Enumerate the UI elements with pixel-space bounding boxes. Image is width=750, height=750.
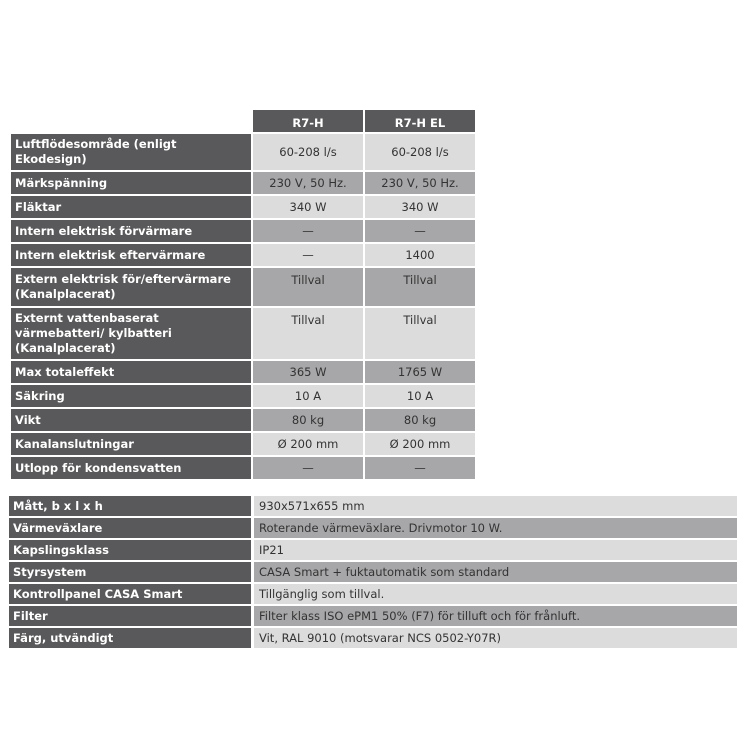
general-row-label: Färg, utvändigt <box>9 628 251 648</box>
spec-row-label: Fläktar <box>11 196 251 218</box>
spec-row <box>11 244 475 266</box>
general-row-value: CASA Smart + fuktautomatik som standard <box>254 562 737 582</box>
spec-value-r7-h-el: 1400 <box>365 244 475 266</box>
spec-row <box>11 134 475 170</box>
spec-row-label: Extern elektrisk för/eftervärmare (Kanalplacerat) <box>11 268 251 306</box>
spec-row-label: Utlopp för kondensvatten <box>11 457 251 479</box>
general-row-value: Filter klass ISO ePM1 50% (F7) för tilluft och för frånluft. <box>254 606 737 626</box>
spec-row <box>11 433 475 455</box>
spec-row-label: Luftflödesområde (enligt Ekodesign) <box>11 134 251 170</box>
spec-table <box>9 108 477 481</box>
general-table <box>9 494 737 650</box>
general-row-label: Värmeväxlare <box>9 518 251 538</box>
spec-value-r7-h: 230 V, 50 Hz. <box>253 172 363 194</box>
spec-row-label: Max totaleffekt <box>11 361 251 383</box>
spec-row <box>11 268 475 306</box>
spec-value-r7-h: Tillval <box>253 268 363 306</box>
spec-row <box>11 409 475 431</box>
general-row-label: Mått, b x l x h <box>9 496 251 516</box>
spec-row-label: Intern elektrisk eftervärmare <box>11 244 251 266</box>
spec-row-label: Säkring <box>11 385 251 407</box>
general-row <box>9 584 737 604</box>
spec-value-r7-h: — <box>253 220 363 242</box>
spec-value-r7-h-el: 340 W <box>365 196 475 218</box>
general-row-value: IP21 <box>254 540 737 560</box>
spec-value-r7-h: Ø 200 mm <box>253 433 363 455</box>
general-row <box>9 628 737 648</box>
general-row-label: Kontrollpanel CASA Smart <box>9 584 251 604</box>
spec-value-r7-h: 340 W <box>253 196 363 218</box>
header-blank-cell <box>11 110 251 132</box>
spec-row <box>11 457 475 479</box>
general-row <box>9 606 737 626</box>
column-header-r7-h: R7-H <box>253 110 363 132</box>
general-row <box>9 496 737 516</box>
spec-value-r7-h-el: — <box>365 457 475 479</box>
general-row-label: Filter <box>9 606 251 626</box>
general-row <box>9 518 737 538</box>
spec-row <box>11 361 475 383</box>
general-row-value: 930x571x655 mm <box>254 496 737 516</box>
spec-value-r7-h: — <box>253 457 363 479</box>
spec-value-r7-h-el: 1765 W <box>365 361 475 383</box>
spec-value-r7-h: Tillval <box>253 308 363 359</box>
spec-value-r7-h-el: — <box>365 220 475 242</box>
general-row-value: Tillgänglig som tillval. <box>254 584 737 604</box>
spec-value-r7-h-el: 80 kg <box>365 409 475 431</box>
general-row <box>9 540 737 560</box>
column-header-r7-h-el: R7-H EL <box>365 110 475 132</box>
general-row-label: Kapslingsklass <box>9 540 251 560</box>
general-row-value: Roterande värmeväxlare. Drivmotor 10 W. <box>254 518 737 538</box>
spec-value-r7-h-el: 230 V, 50 Hz. <box>365 172 475 194</box>
spec-row <box>11 220 475 242</box>
spec-row-label: Externt vattenbaserat värmebatteri/ kylbatteri (Kanalplacerat) <box>11 308 251 359</box>
general-row-label: Styrsystem <box>9 562 251 582</box>
spec-value-r7-h-el: Ø 200 mm <box>365 433 475 455</box>
spec-header-row <box>11 110 475 132</box>
spec-row <box>11 172 475 194</box>
spec-value-r7-h: 365 W <box>253 361 363 383</box>
spec-value-r7-h-el: Tillval <box>365 268 475 306</box>
spec-row <box>11 308 475 359</box>
spec-value-r7-h: 60-208 l/s <box>253 134 363 170</box>
general-row <box>9 562 737 582</box>
spec-value-r7-h-el: 10 A <box>365 385 475 407</box>
general-row-value: Vit, RAL 9010 (motsvarar NCS 0502-Y07R) <box>254 628 737 648</box>
spec-row-label: Vikt <box>11 409 251 431</box>
spec-value-r7-h: 10 A <box>253 385 363 407</box>
spec-row <box>11 385 475 407</box>
spec-row-label: Intern elektrisk förvärmare <box>11 220 251 242</box>
spec-value-r7-h-el: 60-208 l/s <box>365 134 475 170</box>
spec-row-label: Kanalanslutningar <box>11 433 251 455</box>
spec-row <box>11 196 475 218</box>
spec-value-r7-h-el: Tillval <box>365 308 475 359</box>
spec-row-label: Märkspänning <box>11 172 251 194</box>
spec-value-r7-h: 80 kg <box>253 409 363 431</box>
spec-value-r7-h: — <box>253 244 363 266</box>
